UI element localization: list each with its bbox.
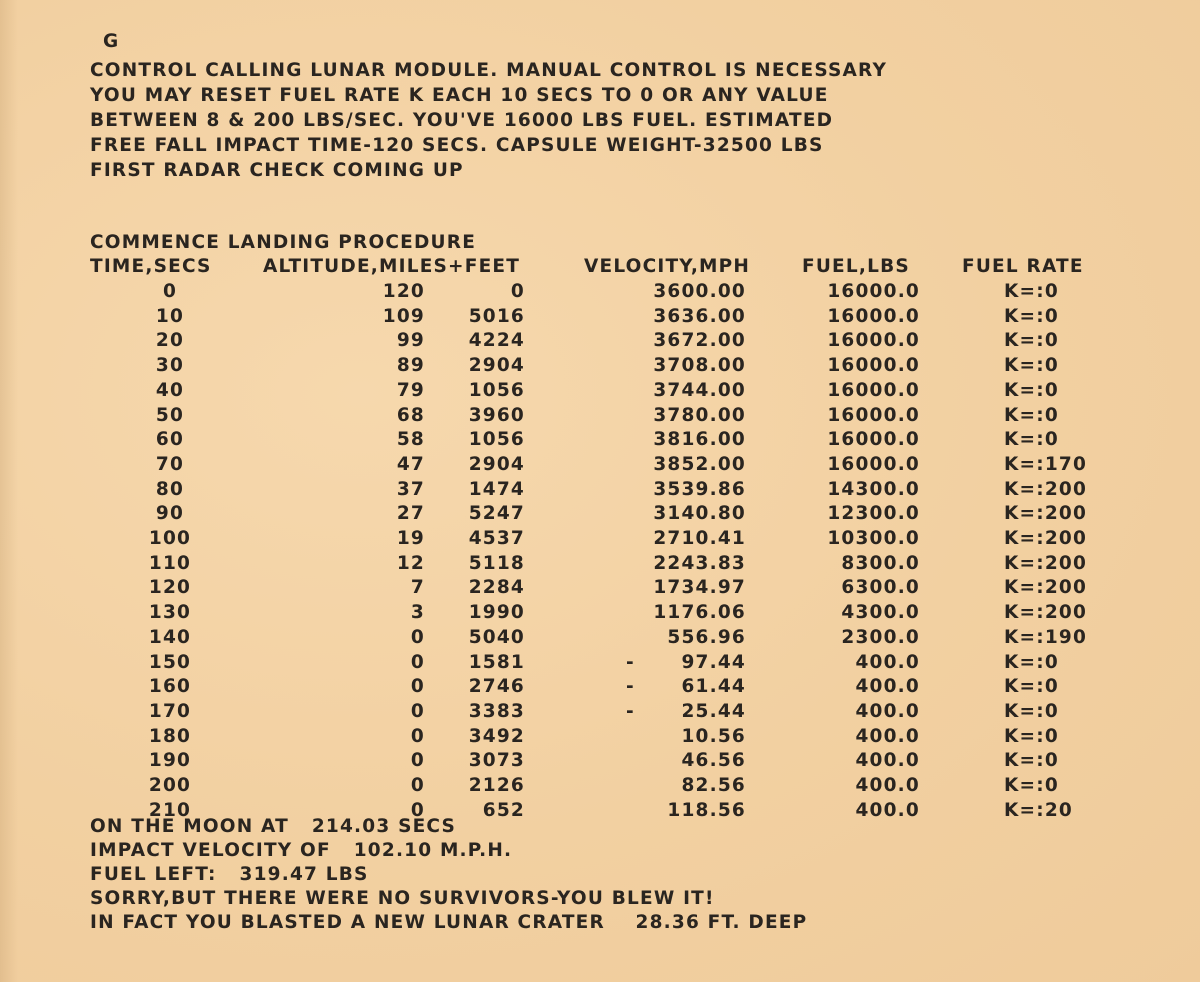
row-fuel-rate: K=:0 (1004, 355, 1059, 377)
intro-line: BETWEEN 8 & 200 LBS/SEC. YOU'VE 16000 LBS FUEL. ESTIMATED (90, 110, 834, 131)
header-fuel-rate: FUEL RATE (962, 256, 1084, 277)
row-time: 30 (155, 355, 185, 377)
row-altitude-miles: 109 (382, 305, 425, 327)
row-altitude-feet: 1056 (468, 379, 525, 401)
row-velocity: 3600.00 (653, 281, 746, 302)
row-altitude-miles: 7 (410, 577, 425, 599)
row-time: 190 (148, 750, 192, 772)
row-altitude-miles: 37 (396, 478, 425, 500)
row-time: 180 (148, 725, 192, 747)
row-altitude-miles: 99 (396, 330, 425, 352)
row-velocity: 2243.83 (653, 552, 746, 574)
summary-line: IMPACT VELOCITY OF 102.10 M.P.H. (90, 840, 513, 861)
row-fuel: 400.0 (855, 799, 920, 821)
row-altitude-miles: 27 (396, 503, 425, 525)
row-fuel-rate: K=:0 (1004, 330, 1059, 352)
row-fuel-rate: K=:200 (1004, 528, 1088, 549)
row-fuel-rate: K=:190 (1004, 626, 1088, 648)
row-altitude-miles: 0 (410, 799, 425, 821)
row-altitude-miles: 0 (410, 775, 425, 796)
row-velocity: 118.56 (667, 799, 746, 821)
row-time: 40 (155, 379, 185, 401)
row-fuel: 400.0 (855, 775, 920, 796)
row-time: 80 (155, 478, 185, 500)
intro-line: FIRST RADAR CHECK COMING UP (90, 160, 464, 181)
summary-line: ON THE MOON AT 214.03 SECS (90, 816, 457, 837)
row-altitude-miles: 79 (396, 379, 425, 401)
row-time: 50 (155, 404, 185, 426)
row-fuel: 6300.0 (841, 577, 920, 599)
row-fuel-rate: K=:0 (1004, 281, 1059, 302)
row-altitude-miles: 19 (396, 528, 425, 549)
row-time: 170 (148, 700, 192, 722)
row-altitude-miles: 0 (410, 651, 425, 673)
row-altitude-miles: 0 (410, 750, 425, 772)
row-altitude-feet: 2284 (468, 577, 525, 599)
row-altitude-feet: 4224 (468, 330, 525, 352)
row-fuel-rate: K=:200 (1004, 478, 1088, 500)
row-fuel-rate: K=:0 (1004, 651, 1059, 673)
row-fuel-rate: K=:170 (1004, 453, 1088, 475)
row-fuel-rate: K=:200 (1004, 577, 1088, 599)
row-time: 210 (148, 799, 192, 821)
row-altitude-feet: 4537 (468, 528, 525, 549)
row-altitude-feet: 5040 (468, 626, 525, 648)
row-fuel-rate: K=:200 (1004, 503, 1088, 525)
row-velocity: 556.96 (667, 626, 746, 648)
row-fuel-rate: K=:200 (1004, 552, 1088, 574)
row-velocity: 3708.00 (653, 355, 746, 377)
row-velocity: 3816.00 (653, 429, 746, 451)
row-fuel: 2300.0 (841, 626, 920, 648)
row-fuel-rate: K=:0 (1004, 700, 1059, 722)
row-fuel: 4300.0 (841, 602, 920, 624)
row-velocity: 97.44 (681, 651, 746, 673)
row-fuel: 16000.0 (827, 453, 920, 475)
header-fuel: FUEL,LBS (802, 256, 910, 277)
row-time: 10 (155, 305, 185, 327)
row-altitude-feet: 2126 (468, 775, 525, 796)
row-altitude-miles: 89 (396, 355, 425, 377)
row-altitude-feet: 3960 (468, 404, 525, 426)
row-fuel: 400.0 (855, 700, 920, 722)
row-altitude-feet: 2904 (468, 355, 525, 377)
row-time: 110 (148, 552, 192, 574)
row-time: 140 (148, 626, 192, 648)
summary-line: IN FACT YOU BLASTED A NEW LUNAR CRATER 28.36 FT. DEEP (90, 912, 808, 933)
row-velocity: 25.44 (681, 700, 746, 722)
row-altitude-feet: 3492 (468, 725, 525, 747)
row-altitude-miles: 0 (410, 725, 425, 747)
row-velocity: 46.56 (681, 750, 746, 772)
row-altitude-miles: 58 (396, 429, 425, 451)
row-altitude-miles: 3 (410, 602, 425, 624)
row-time: 120 (148, 577, 192, 599)
header-velocity: VELOCITY,MPH (584, 256, 751, 277)
row-fuel: 16000.0 (827, 429, 920, 451)
row-altitude-miles: 0 (410, 700, 425, 722)
row-altitude-miles: 0 (410, 676, 425, 698)
row-altitude-feet: 652 (482, 799, 525, 821)
row-altitude-miles: 47 (396, 453, 425, 475)
row-time: 70 (155, 453, 185, 475)
row-fuel: 16000.0 (827, 379, 920, 401)
paper-edge-shadow (0, 0, 18, 982)
row-fuel-rate: K=:0 (1004, 676, 1059, 698)
row-fuel: 400.0 (855, 750, 920, 772)
row-altitude-feet: 1581 (468, 651, 525, 673)
row-velocity: 3140.80 (653, 503, 746, 525)
header-time: TIME,SECS (90, 256, 212, 277)
row-time: 20 (155, 330, 185, 352)
row-velocity: 3672.00 (653, 330, 746, 352)
row-fuel-rate: K=:0 (1004, 379, 1059, 401)
command-input: G (103, 31, 120, 52)
row-velocity: 3852.00 (653, 453, 746, 475)
row-velocity-sign: - (626, 700, 635, 722)
row-fuel-rate: K=:200 (1004, 602, 1088, 624)
row-velocity: 10.56 (681, 725, 746, 747)
row-altitude-feet: 1056 (468, 429, 525, 451)
row-time: 60 (155, 429, 185, 451)
row-velocity: 1176.06 (653, 602, 746, 624)
row-fuel-rate: K=:0 (1004, 404, 1059, 426)
row-fuel: 12300.0 (827, 503, 920, 525)
row-fuel: 16000.0 (827, 404, 920, 426)
row-fuel-rate: K=:0 (1004, 775, 1059, 796)
summary-line: FUEL LEFT: 319.47 LBS (90, 864, 369, 885)
row-fuel: 14300.0 (827, 478, 920, 500)
row-velocity: 2710.41 (653, 528, 746, 549)
row-altitude-feet: 3383 (468, 700, 525, 722)
row-altitude-feet: 2746 (468, 676, 525, 698)
row-fuel: 10300.0 (827, 528, 920, 549)
row-altitude-feet: 5247 (468, 503, 525, 525)
row-fuel: 16000.0 (827, 305, 920, 327)
row-fuel: 400.0 (855, 725, 920, 747)
intro-line: CONTROL CALLING LUNAR MODULE. MANUAL CONTROL IS NECESSARY (90, 60, 888, 81)
header-altitude: ALTITUDE,MILES+FEET (263, 256, 521, 277)
row-time: 160 (148, 676, 192, 698)
row-velocity: 3744.00 (653, 379, 746, 401)
row-velocity: 3539.86 (653, 478, 746, 500)
row-velocity: 3636.00 (653, 305, 746, 327)
row-altitude-miles: 12 (396, 552, 425, 574)
row-altitude-feet: 1474 (468, 478, 525, 500)
row-altitude-feet: 0 (510, 281, 525, 302)
summary-line: SORRY,BUT THERE WERE NO SURVIVORS-YOU BLEW IT! (90, 888, 715, 909)
row-altitude-feet: 1990 (468, 602, 525, 624)
row-fuel: 400.0 (855, 676, 920, 698)
row-velocity: 1734.97 (653, 577, 746, 599)
intro-line: FREE FALL IMPACT TIME-120 SECS. CAPSULE WEIGHT-32500 LBS (90, 135, 824, 156)
intro-line: YOU MAY RESET FUEL RATE K EACH 10 SECS TO 0 OR ANY VALUE (90, 85, 829, 106)
row-time: 100 (148, 528, 192, 549)
row-fuel-rate: K=:0 (1004, 725, 1059, 747)
row-altitude-feet: 5016 (468, 305, 525, 327)
row-altitude-miles: 0 (410, 626, 425, 648)
row-time: 0 (162, 281, 178, 302)
row-altitude-miles: 68 (396, 404, 425, 426)
row-fuel: 400.0 (855, 651, 920, 673)
row-time: 90 (155, 503, 185, 525)
row-altitude-feet: 3073 (468, 750, 525, 772)
row-time: 150 (148, 651, 192, 673)
row-velocity: 82.56 (681, 775, 746, 796)
row-fuel: 8300.0 (841, 552, 920, 574)
row-velocity-sign: - (626, 676, 635, 698)
row-altitude-feet: 5118 (468, 552, 525, 574)
row-fuel-rate: K=:0 (1004, 750, 1059, 772)
row-time: 130 (148, 602, 192, 624)
row-velocity: 61.44 (681, 676, 746, 698)
row-altitude-feet: 2904 (468, 453, 525, 475)
commence-heading: COMMENCE LANDING PROCEDURE (90, 232, 477, 253)
row-time: 200 (148, 775, 192, 796)
row-fuel: 16000.0 (827, 330, 920, 352)
row-velocity: 3780.00 (653, 404, 746, 426)
row-fuel-rate: K=:20 (1004, 799, 1073, 821)
row-fuel-rate: K=:0 (1004, 429, 1059, 451)
row-fuel: 16000.0 (827, 281, 920, 302)
row-fuel: 16000.0 (827, 355, 920, 377)
row-fuel-rate: K=:0 (1004, 305, 1059, 327)
row-altitude-miles: 120 (382, 281, 425, 302)
row-velocity-sign: - (626, 651, 635, 673)
